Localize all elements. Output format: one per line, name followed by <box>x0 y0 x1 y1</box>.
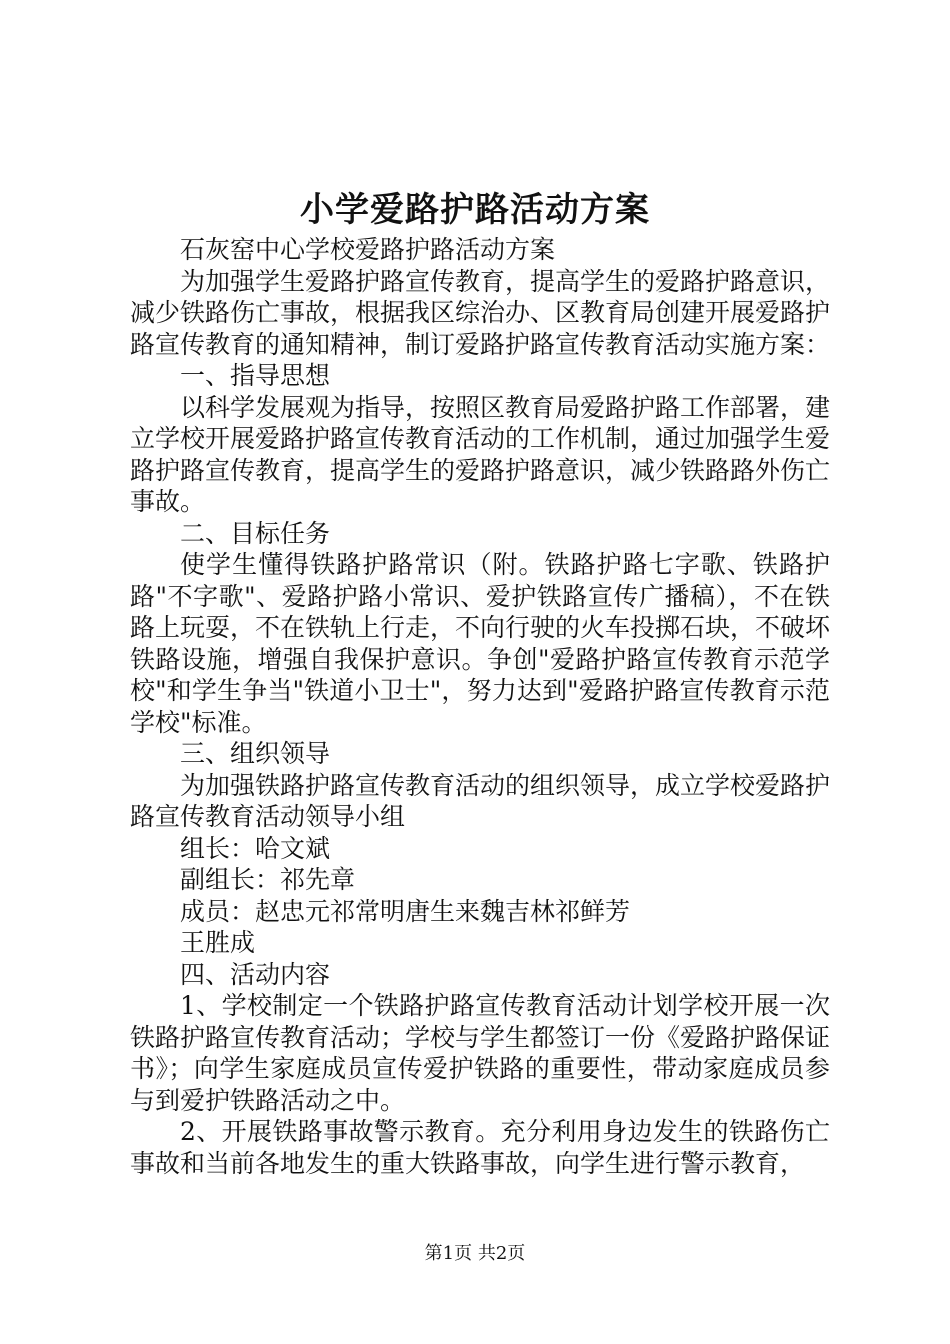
section-heading-organization: 三、组织领导 <box>180 739 331 768</box>
paragraph-intro: 为加强学生爱路护路宣传教育，提高学生的爱路护路意识，减少铁路伤亡事故，根据我区综治办、区教育局创建开展爱路护路宣传教育的通知精神，制订爱路护路宣传教育活动实施方案： <box>130 266 831 359</box>
paragraph-guiding-ideology: 以科学发展观为指导，按照区教育局爱路护路工作部署，建立学校开展爱路护路宣传教育活动的工作机制，通过加强学生爱路护路宣传教育，提高学生的爱路护路意识，减少铁路路外伤亡事故。 <box>130 392 831 516</box>
paragraph-organization: 为加强铁路护路宣传教育活动的组织领导，成立学校爱路护路宣传教育活动领导小组 <box>130 770 831 831</box>
paragraph-goals: 使学生懂得铁路护路常识（附。铁路护路七字歌、铁路护路"不字歌"、爱路护路小常识、爱护铁路宣传广播稿），不在铁路上玩耍，不在铁轨上行走，不向行驶的火车投掷石块，不破坏铁路设施，增强自我保护意识。争创"爱路护路宣传教育示范学校"和学生争当"铁道小卫士"，努力达到"爱路护路宣传教育示范学校"标准。 <box>130 550 831 737</box>
paragraph-school-plan-name: 石灰窑中心学校爱路护路活动方案 <box>180 235 556 264</box>
paragraph-activity-2: 2、开展铁路事故警示教育。充分利用身边发生的铁路伤亡事故和当前各地发生的重大铁路事故，向学生进行警示教育， <box>130 1117 830 1178</box>
section-heading-goals: 二、目标任务 <box>180 518 331 548</box>
deputy-leader-line: 副组长：祁先章 <box>180 865 356 894</box>
document-title: 小学爱路护路活动方案 <box>300 190 650 230</box>
page-footer: 第1页 共2页 <box>424 1243 526 1264</box>
members-line-continued: 王胜成 <box>180 928 256 957</box>
members-line: 成员：赵忠元祁常明唐生来魏吉林祁鲜芳 <box>180 896 631 926</box>
paragraph-activity-1: 1、学校制定一个铁路护路宣传教育活动计划学校开展一次铁路护路宣传教育活动；学校与学生都签订一份《爱路护路保证书》；向学生家庭成员宣传爱护铁路的重要性，带动家庭成员参与到爱护铁路活动之中。 <box>130 991 831 1115</box>
section-heading-activities: 四、活动内容 <box>180 959 331 989</box>
group-leader-line: 组长：哈文斌 <box>180 833 331 863</box>
document-body <box>130 234 830 1179</box>
section-heading-guiding-ideology: 一、指导思想 <box>180 361 331 390</box>
